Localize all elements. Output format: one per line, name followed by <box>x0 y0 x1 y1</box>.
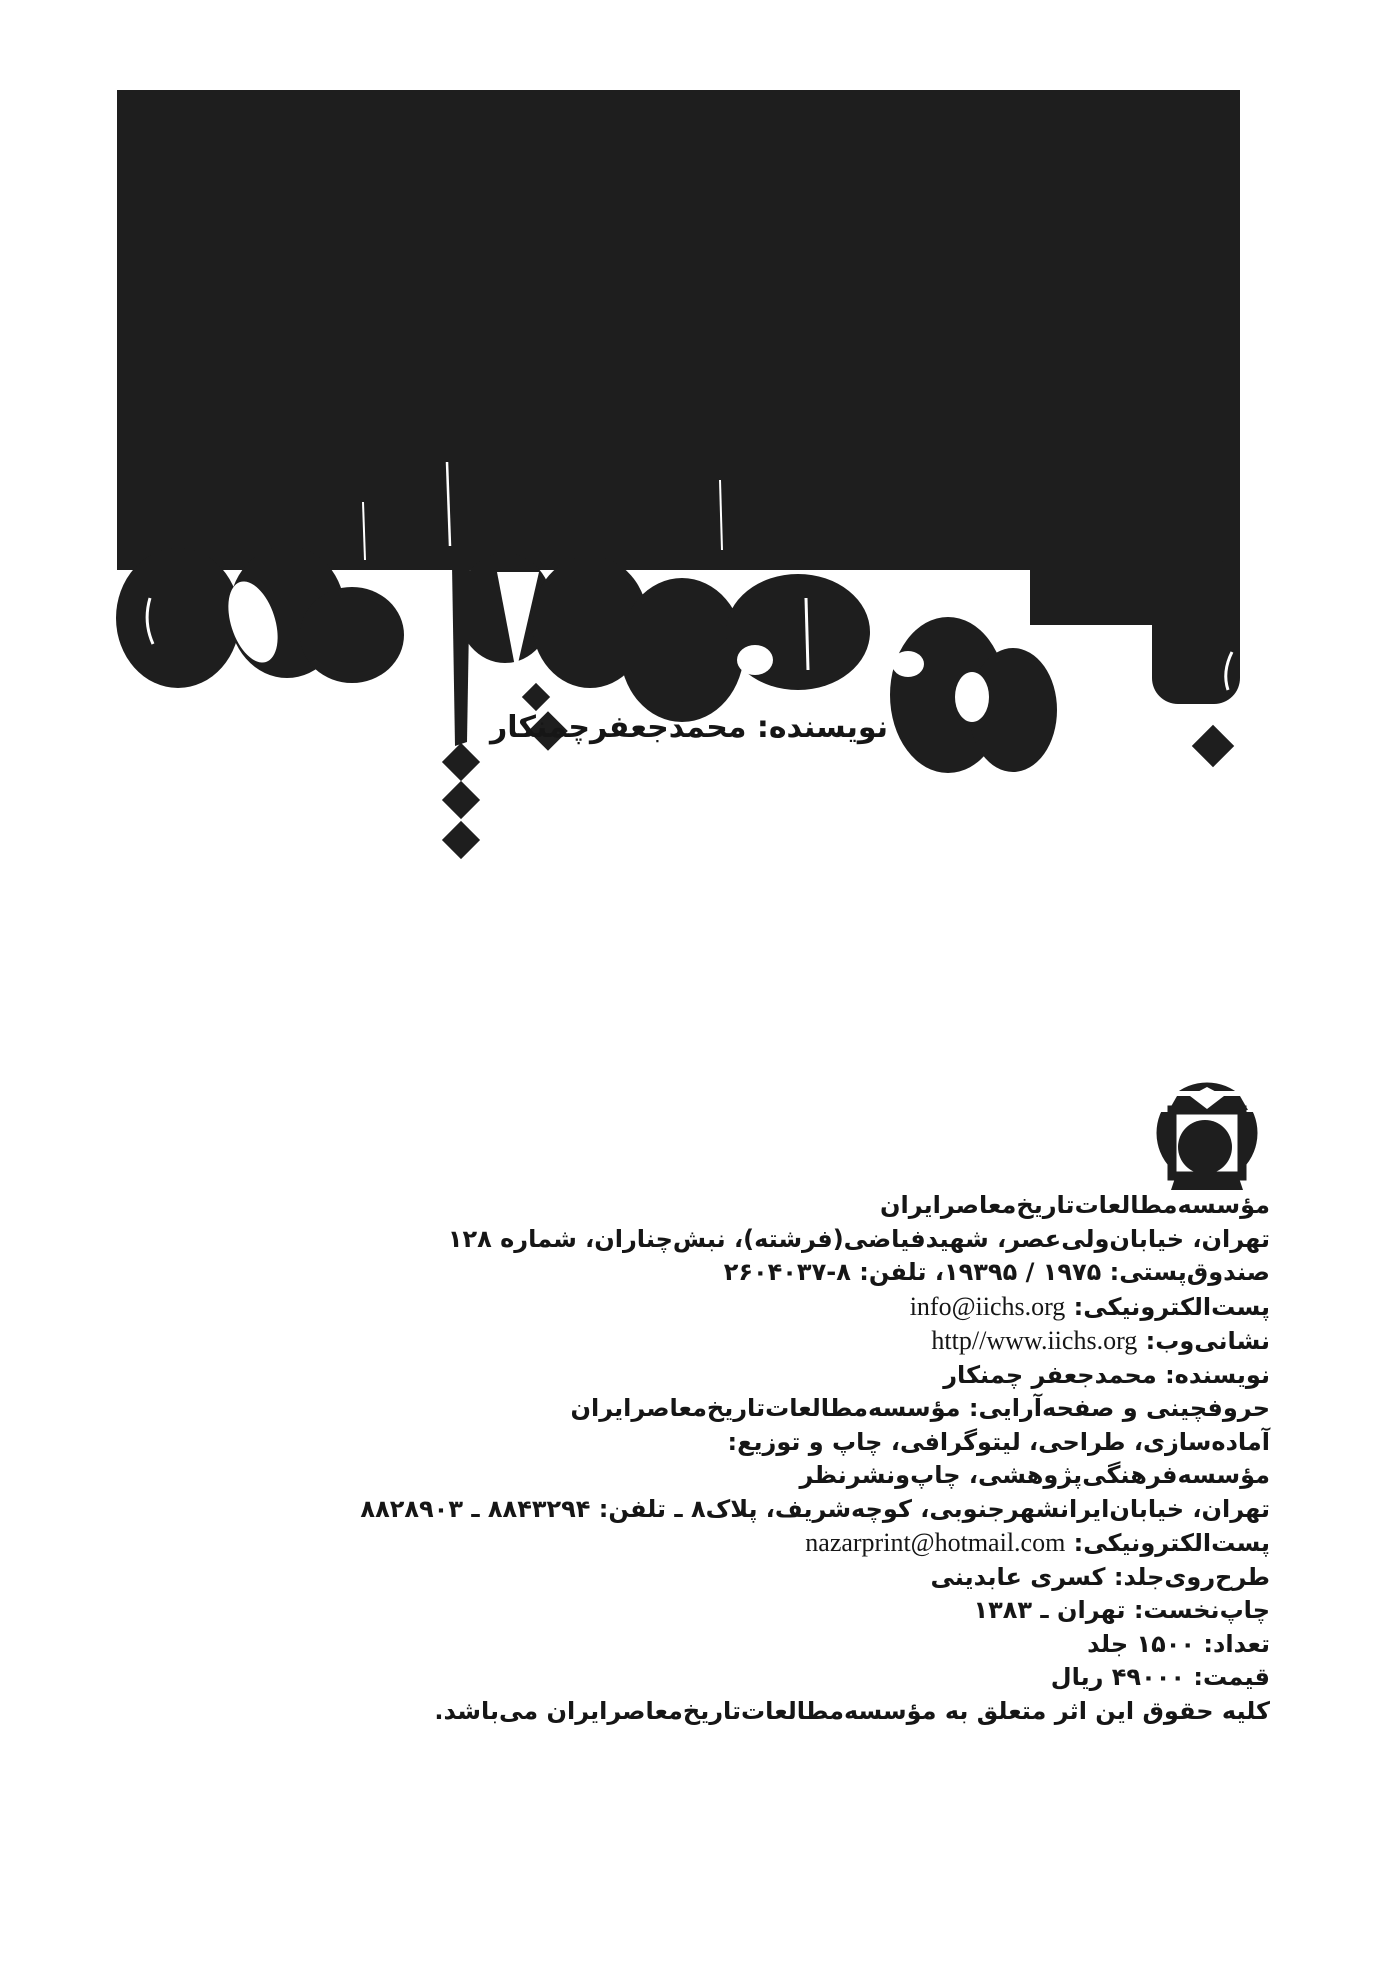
artwork-author-line: نویسنده: محمدجعفرچمنکار <box>490 710 888 745</box>
colophon-line <box>370 1324 1270 1359</box>
colophon-line <box>370 1290 1270 1325</box>
colophon-line-latin-text: info@iichs.org <box>909 1291 1066 1321</box>
colophon-line <box>370 1561 1270 1595</box>
colophon-line-text: حروفچینی و صفحه‌آرایی: مؤسسه‌مطالعات‌تاریخ‌معاصرایران <box>570 1394 1270 1422</box>
colophon-line-text: تهران، خیابان‌ایرانشهرجنوبی، کوچه‌شریف، پلاک۸ ـ تلفن: ۸۸۴۳۲۹۴ ـ ۸۸۲۸۹۰۳ <box>360 1494 1270 1523</box>
colophon-line-text: نشانی‌وب: <box>1145 1327 1270 1355</box>
title-calligraphy-artwork <box>0 0 1386 900</box>
colophon-line <box>370 1189 1270 1223</box>
colophon-line <box>370 1223 1270 1257</box>
colophon-line <box>370 1628 1270 1662</box>
colophon-line <box>370 1392 1270 1426</box>
colophon-line <box>370 1695 1270 1729</box>
colophon-line <box>370 1594 1270 1628</box>
colophon-line-text: پست‌الکترونیکی: <box>1073 1529 1270 1557</box>
colophon-line <box>370 1526 1270 1561</box>
colophon-line-text: کلیه حقوق این اثر متعلق به مؤسسه‌مطالعات‌تاریخ‌معاصرایران می‌باشد. <box>434 1696 1270 1725</box>
colophon-line-latin-text: http//www.iichs.org <box>931 1326 1138 1355</box>
colophon-line-text: تهران، خیابان‌ولی‌عصر، شهیدفیاضی(فرشته)، نبش‌چناران، شماره ۱۲۸ <box>447 1224 1270 1253</box>
colophon-line <box>370 1459 1270 1493</box>
colophon-text-block <box>360 1189 1270 1728</box>
colophon-line-text: قیمت: ۴۹۰۰۰ ریال <box>1050 1663 1270 1691</box>
colophon-line-text: پست‌الکترونیکی: <box>1073 1292 1270 1321</box>
colophon-line-text: آماده‌سازی، طراحی، لیتوگرافی، چاپ و توزیع: <box>727 1427 1270 1456</box>
colophon-line-text: صندوق‌پستی: ۱۹۷۵ / ۱۹۳۹۵، تلفن: ۸-۲۶۰۴۰۳۷ <box>723 1258 1270 1286</box>
colophon-line-latin-text: nazarprint@hotmail.com <box>805 1528 1066 1557</box>
colophon-line <box>370 1426 1270 1460</box>
colophon-line-text: تعداد: ۱۵۰۰ جلد <box>1087 1629 1270 1658</box>
colophon-line-text: طرح‌روی‌جلد: کسری عابدینی <box>930 1562 1270 1591</box>
colophon-line-text: نویسنده: محمدجعفر چمنکار <box>943 1360 1270 1389</box>
colophon-line <box>370 1256 1270 1290</box>
colophon-line-text: چاپ‌نخست: تهران ـ ۱۳۸۳ <box>973 1596 1270 1624</box>
iichs-logo <box>1140 1075 1280 1205</box>
colophon-line-text: مؤسسه‌مطالعات‌تاریخ‌معاصرایران <box>880 1191 1270 1219</box>
colophon-line <box>370 1661 1270 1695</box>
colophon-line-text: مؤسسه‌فرهنگی‌پژوهشی، چاپ‌ونشرنظر <box>799 1461 1270 1489</box>
colophon-line <box>360 1493 1270 1527</box>
colophon-line <box>370 1359 1270 1393</box>
